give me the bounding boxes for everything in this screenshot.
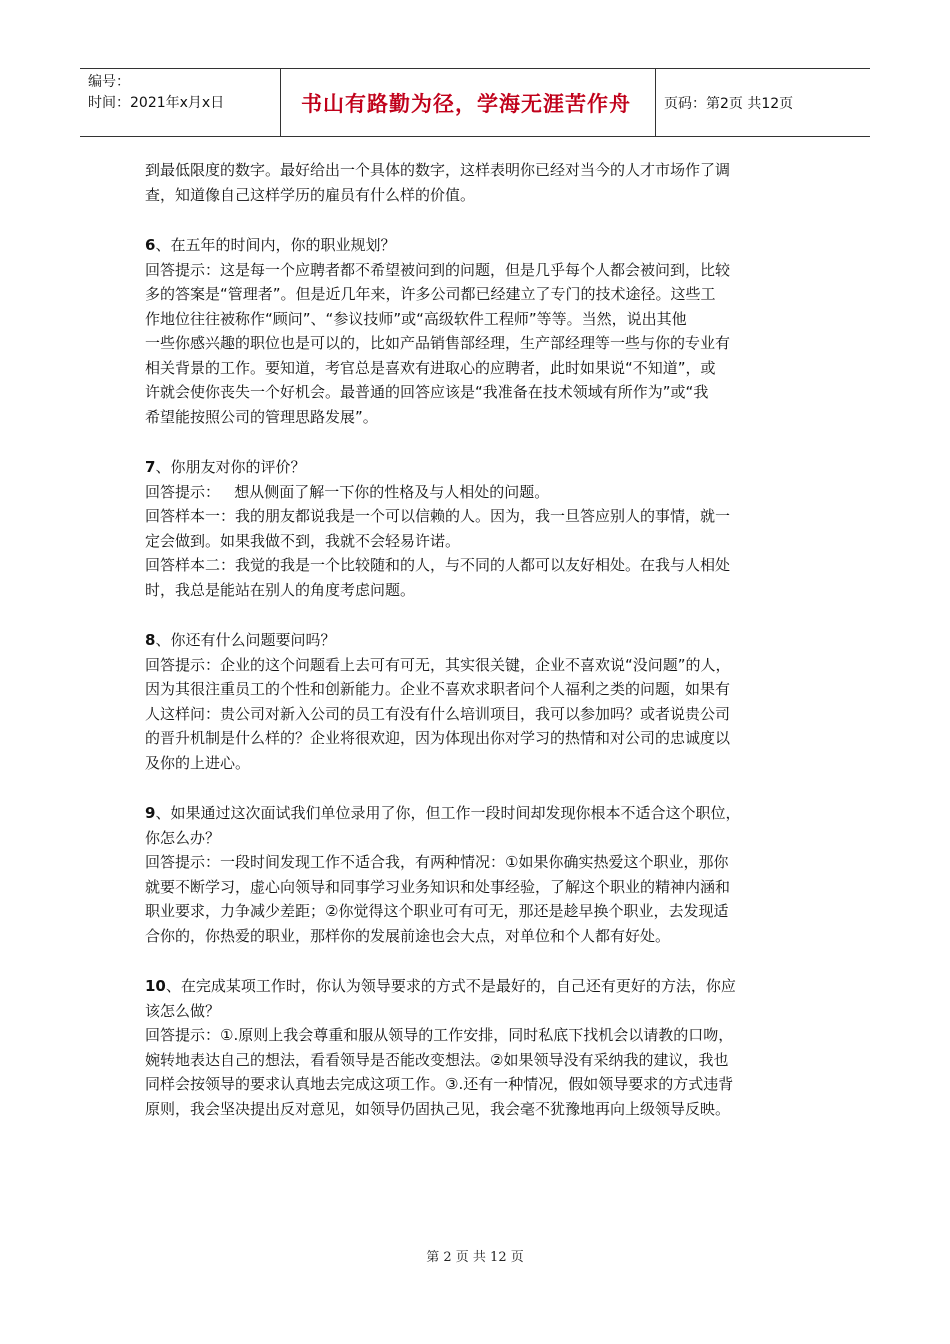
- text-line: 同样会按领导的要求认真地去完成这项工作。③.还有一种情况，假如领导要求的方式违背: [145, 1075, 734, 1093]
- question-text: 、如果通过这次面试我们单位录用了你，但工作一段时间却发现你根本不适合这个职位，: [155, 804, 741, 822]
- page-footer: 第 2 页 共 12 页: [426, 1250, 524, 1265]
- text-line: 职业要求，力争减少差距；②你觉得这个职业可有可无，那还是趁早换个职业，去发现适: [145, 902, 729, 920]
- text-line: 回答提示：①.原则上我会尊重和服从领导的工作安排，同时私底下找机会以请教的口吻，: [145, 1026, 734, 1044]
- qa-section-9: [145, 801, 805, 948]
- question-number: 9: [145, 804, 156, 822]
- text-line: 合你的，你热爱的职业，那样你的发展前途也会大点，对单位和个人都有好处。: [145, 926, 671, 945]
- text-line: 时，我总是能站在别人的角度考虑问题。: [145, 580, 416, 599]
- text-line: 人这样问：贵公司对新入公司的员工有没有什么培训项目，我可以参加吗？或者说贵公司: [145, 704, 731, 723]
- text-line: 就要不断学习，虚心向领导和同事学习业务知识和处事经验，了解这个职业的精神内涵和: [145, 877, 731, 896]
- text-line: 许就会使你丧失一个好机会。最普通的回答应该是“我准备在技术领域有所作为”或“我: [145, 383, 709, 401]
- qa-section-8: [145, 628, 805, 775]
- motto: 书山有路勤为径，学海无涯苦作舟: [301, 90, 631, 116]
- text-line: 定会做到。如果我做不到，我就不会轻易许诺。: [145, 531, 461, 550]
- question: [145, 233, 805, 258]
- text-line: 到最低限度的数字。最好给出一个具体的数字，这样表明你已经对当今的人才市场作了调: [145, 161, 731, 179]
- text-line: 相关背景的工作。要知道，考官总是喜欢有进取心的应聘者，此时如果说“不知道”，或: [145, 358, 716, 377]
- text-line: 希望能按照公司的管理思路发展”。: [145, 407, 378, 426]
- text-line: 回答提示：一段时间发现工作不适合我，有两种情况：①如果你确实热爱这个职业，那你: [145, 853, 729, 871]
- text-line: 作地位往往被称作“顾问”、“参议技师”或“高级软件工程师”等等。当然，说出其他: [145, 309, 687, 328]
- qa-section-6: [145, 233, 805, 429]
- question-number: 8: [145, 631, 156, 649]
- qa-section-7: [145, 455, 805, 602]
- text-line: 回答样本一：我的朋友都说我是一个可以信赖的人。因为，我一旦答应别人的事情，就一: [145, 507, 731, 525]
- header-page-cell: [656, 69, 870, 136]
- question-continued: 你怎么办？: [145, 828, 221, 847]
- text-line: 及你的上进心。: [145, 753, 251, 772]
- page-header: [80, 68, 870, 137]
- question-number: 7: [145, 458, 156, 476]
- question-number: 6: [145, 236, 156, 254]
- text-line: 婉转地表达自己的想法，看看领导是否能改变想法。②如果领导没有采纳我的建议，我也: [145, 1050, 729, 1069]
- page-indicator: 页码：第2页 共12页: [664, 95, 794, 112]
- date-label: 时间：2021年x月x日: [88, 95, 225, 111]
- qa-section-10: [145, 974, 805, 1121]
- text-line: 因为其很注重员工的个性和创新能力。企业不喜欢求职者问个人福利之类的问题，如果有: [145, 680, 731, 698]
- text-line: 回答提示： 想从侧面了解一下你的性格及与人相处的问题。: [145, 482, 550, 501]
- question-text: 、在五年的时间内，你的职业规划？: [155, 236, 396, 254]
- question: [145, 974, 805, 999]
- intro-paragraph: [145, 158, 805, 207]
- text-line: 回答提示：企业的这个问题看上去可有可无，其实很关键，企业不喜欢说“没问题”的人，: [145, 655, 731, 674]
- header-meta: [80, 69, 281, 136]
- serial-number-label: 编号：: [88, 74, 130, 90]
- text-line: 多的答案是“管理者”。但是近几年来，许多公司都已经建立了专门的技术途径。这些工: [145, 285, 716, 303]
- text-line: 回答样本二：我觉的我是一个比较随和的人，与不同的人都可以友好相处。在我与人相处: [145, 556, 731, 574]
- text-line: 原则，我会坚决提出反对意见，如领导仍固执己见，我会毫不犹豫地再向上级领导反映。: [145, 1099, 731, 1118]
- text-line: 的晋升机制是什么样的？企业将很欢迎，因为体现出你对学习的热情和对公司的忠诚度以: [145, 729, 731, 747]
- question-number: 10: [145, 977, 166, 995]
- header-motto-cell: [281, 69, 656, 136]
- question: [145, 455, 805, 480]
- document-body: [145, 158, 805, 1121]
- question-continued: 该怎么做？: [145, 1001, 221, 1020]
- text-line: 一些你感兴趣的职位也是可以的，比如产品销售部经理，生产部经理等一些与你的专业有: [145, 334, 731, 352]
- question-text: 、你还有什么问题要问吗？: [155, 631, 336, 649]
- question: [145, 801, 805, 826]
- text-line: 回答提示：这是每一个应聘者都不希望被问到的问题，但是几乎每个人都会被问到，比较: [145, 260, 731, 279]
- question-text: 、你朋友对你的评价？: [155, 458, 306, 476]
- question: [145, 628, 805, 653]
- text-line: 查，知道像自己这样学历的雇员有什么样的价值。: [145, 185, 476, 204]
- question-text: 、在完成某项工作时，你认为领导要求的方式不是最好的，自己还有更好的方法，你应: [165, 977, 736, 995]
